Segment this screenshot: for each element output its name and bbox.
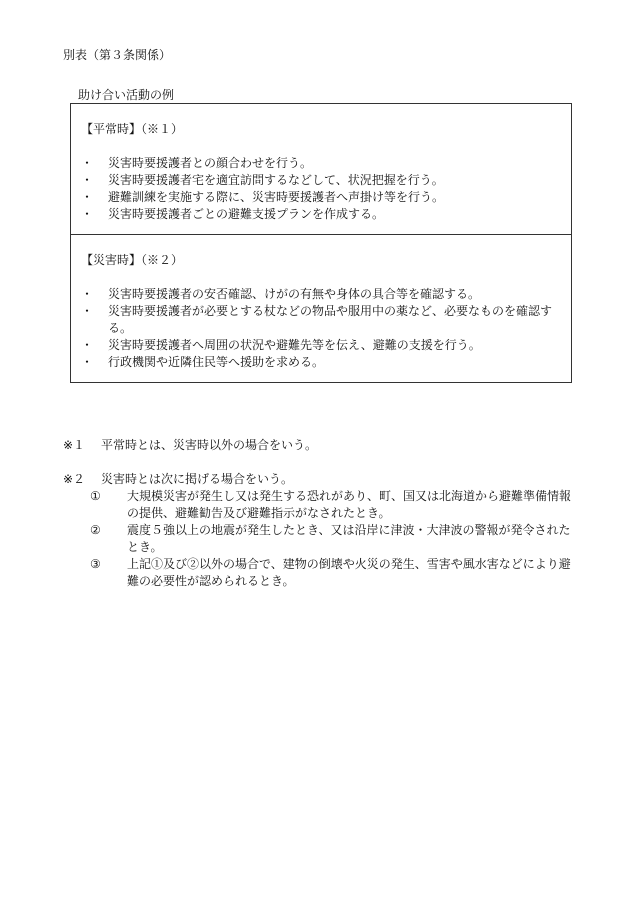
bullet: ・ [81, 355, 94, 369]
note-text: 災害時とは次に掲げる場合をいう。 [101, 472, 294, 486]
note-text: 平常時とは、災害時以外の場合をいう。 [101, 438, 318, 452]
sub-item-text: 大規模災害が発生し又は発生する恐れがあり、町、国又は北海道から避難準備情報の提供、避難勧告及び避難指示がなされたとき。 [127, 489, 572, 520]
sub-item-text: 上記①及び②以外の場合で、建物の倒壊や火災の発生、雪害や風水害などにより避難の必要性が認められるとき。 [127, 557, 571, 588]
sub-item [90, 556, 573, 590]
list-item: ・ 災害時要援護者が必要とする杖などの物品や服用中の薬など、必要なものを確認する。 [81, 304, 553, 335]
sub-item-text: 震度５強以上の地震が発生したとき、又は沿岸に津波・大津波の警報が発令されたとき。 [127, 523, 571, 554]
bullet: ・ [81, 338, 94, 352]
activity-list [81, 286, 571, 371]
note-normal-time [63, 437, 573, 454]
activities-box [70, 103, 572, 383]
table-caption: 助け合い活動の例 [78, 88, 175, 102]
bullet: ・ [81, 304, 94, 318]
document-header: 別表（第３条関係） [63, 48, 172, 62]
list-item: ・ 災害時要援護者宅を適宜訪問するなどして、状況把握を行う。 [81, 173, 444, 187]
bullet: ・ [81, 173, 94, 187]
bullet: ・ [81, 287, 94, 301]
notes [63, 437, 573, 590]
section-disaster-time [71, 234, 571, 382]
list-item: ・ 災害時要援護者へ周囲の状況や避難先等を伝え、避難の支援を行う。 [81, 338, 481, 352]
sub-item [90, 522, 573, 556]
list-item: ・ 災害時要援護者の安否確認、けがの有無や身体の具合等を確認する。 [81, 287, 481, 301]
list-item: ・ 災害時要援護者との顔合わせを行う。 [81, 156, 313, 170]
sub-item-number: ① [90, 489, 101, 503]
section-normal-time [71, 104, 571, 234]
note-mark: ※２ [63, 472, 86, 486]
note-mark: ※１ [63, 438, 86, 452]
list-item: ・ 行政機関や近隣住民等へ援助を求める。 [81, 355, 325, 369]
bullet: ・ [81, 207, 94, 221]
note-disaster-time [63, 471, 573, 488]
activity-list [81, 155, 571, 223]
section-title: 【災害時】（※２） [81, 253, 184, 267]
bullet: ・ [81, 156, 94, 170]
section-title: 【平常時】（※１） [81, 122, 184, 136]
list-item: ・ 避難訓練を実施する際に、災害時要援護者へ声掛け等を行う。 [81, 190, 445, 204]
bullet: ・ [81, 190, 94, 204]
sub-item-number: ② [90, 523, 101, 537]
sub-item-number: ③ [90, 557, 101, 571]
list-item: ・ 災害時要援護者ごとの避難支援プランを作成する。 [81, 207, 385, 221]
sub-item [90, 488, 573, 522]
